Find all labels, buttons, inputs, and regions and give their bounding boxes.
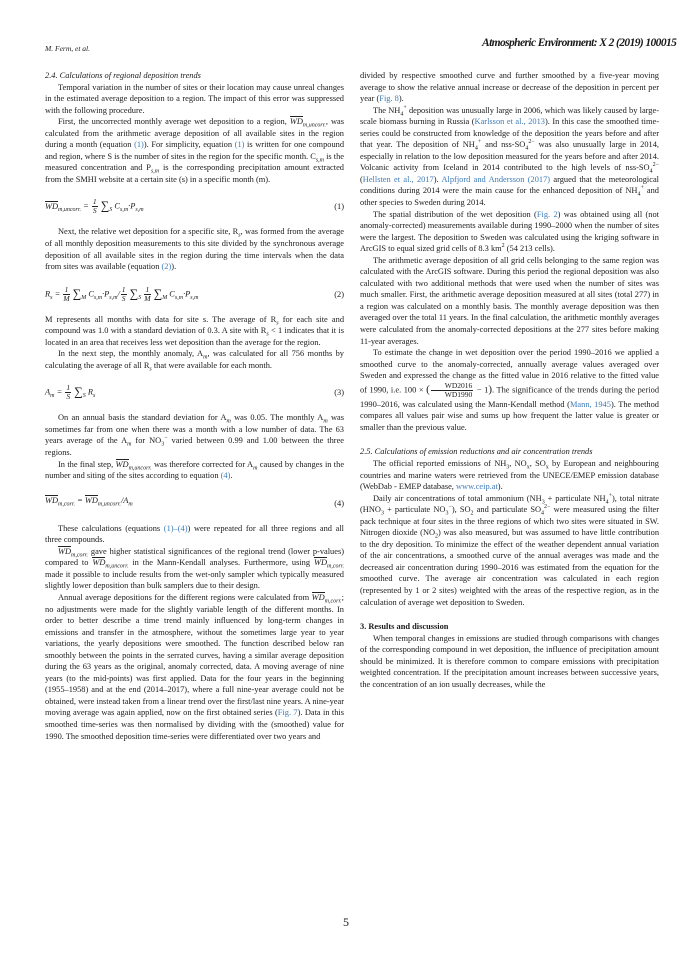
section-heading-3: 3. Results and discussion — [360, 622, 449, 632]
equation-ref[interactable]: (1)–(4) — [163, 523, 188, 533]
equation-3: $A_m$ = $\frac{1}{S}$ $\sum_S$ $R_s$ (3) — [45, 383, 344, 402]
figure-ref[interactable]: Fig. 2 — [536, 209, 558, 219]
equation-ref[interactable]: (1) — [134, 140, 144, 150]
running-header-authors: M. Ferm, et al. — [45, 44, 90, 53]
paragraph: In the final step, $WD_{m,uncorr.}$ was therefore corrected for $A_m$ caused by changes in the number and siting of the sites according to equation (4). — [45, 459, 345, 481]
page-number: 5 — [343, 915, 349, 929]
citation-link[interactable]: Mann, 1945 — [569, 399, 611, 409]
paragraph: First, the uncorrected monthly average wet deposition to a region, $WD_{m,uncorr.}$, was calculated from the arithmetic average deposition of all available sites in the region during a month (equation (1)). For simplicity, equation (1) is written for one compound and region, where S is the number of sites in the region for the specific month. $C_{s,m}$ is the measured concentration and $P_{s,m}$ is the corresponding precipitation amount extracted from the SMHI website at a certain site (s) in a specific month (m). — [45, 117, 345, 184]
citation-link[interactable]: Hellsten et al., 2017 — [362, 174, 434, 184]
paragraph: The $NH_4^+$ deposition was unusually large in 2006, which was likely caused by large-scale biomass burning in Russia (Karlsson et al., 2013). In this case the smoothed time-series could be constructed from knowledge of the deposition the years before and after that year. The deposition of $NH_4^+$ and nss-$SO_4^{2-}$ was also unusually large in 2014, especially in relation to the low deposition measured for the years before and after 2014. Volcanic activity from Iceland in 2014 contributed to the high levels of nss-$SO_4^{2-}$ (Hellsten et al., 2017). Alpfjord and Andersson (2017) argued that the meteorological conditions during 2014 were the main cause for the enhanced deposition of $NH_4^+$ and other species to Sweden during 2014. — [360, 104, 660, 208]
equation-1: $WD_{m,uncorr.}$ = $\frac{1}{S}$ $\sum_S$ $C_{s,m}\cdot P_{s,m}$ (1) — [45, 197, 344, 216]
paragraph: divided by respective smoothed curve and further smoothed by a five-year moving average to show the relative annual increase or decrease of the deposition in percent per year (Fig. 8). — [360, 71, 659, 104]
paragraph: On an annual basis the standard deviation for $A_m$ was 0.05. The monthly $A_m$ was sometimes far from one when there was a month with a low number of data. The 63 years average of the $A_m$ for $NO_3^-$ varied between 0.99 and 1.00 between the three regions. — [45, 413, 345, 458]
equation-2: $R_s$ = $\frac{1}{M}$ $\sum_M$ $C_{s,m}\cdot P_{s,m}/$ $\frac{1}{S}$ $\sum_S$ $\frac{1}{M}$ $\sum_M$ $C_{s,m}\cdot P_{s,m}$ (2) — [45, 284, 344, 303]
paragraph: These calculations (equations (1)–(4)) were repeated for all three regions and all three compounds. — [45, 523, 344, 545]
paragraph: To estimate the change in wet deposition over the period 1990–2016 we applied a smoothed curve to the anomaly-corrected, annually average values averaged over Sweden and expressed the change as the fitted value in 2016 relative to the fitted value of 1990, i.e. 100 × ( $\frac{WD2016}{WD1990}$ − 1). The significance of the trends during the period 1990–2016, was calculated using the Mann-Kendall method (Mann, 1945). The method compares all values pair wise and sums up how frequent the latter value is greater or smaller than the previous value. — [360, 348, 660, 432]
section-heading-2-4: 2.4. Calculations of regional deposition trends — [45, 71, 201, 80]
equation-ref[interactable]: (2) — [161, 262, 172, 272]
ceip-link[interactable]: www.ceip.at — [456, 482, 498, 492]
paragraph: $WD_{m,corr.}$ gave higher statistical significances of the regional trend (lower p-values) compared to $WD_{m,uncorr.}$ in the Mann-Kendall analyses. Furthermore, using $WD_{m,corr.}$ made it possible to include results from the wet-only sampler which typically measured slightly lower deposition than bulk samplers due to their design. — [45, 546, 345, 591]
left-column — [45, 70, 344, 742]
equation-ref[interactable]: (1) — [234, 140, 245, 150]
paragraph: The arithmetic average deposition of all grid cells belonging to the same region was calculated with the ArcGIS software. During this period the regional deposition was also calculated with two additional methods that were used when the number of sites was much smaller. First, the arithmetic average deposition measured at all sites (total 277) in a region was calculated on a monthly basis. The monthly average deposition was then averaged over the total 11 years. In the final calculation, the arithmetic monthly averages were calculated from the anomaly-corrected depositions at the 277 sites before making 11-year averages. — [360, 255, 659, 346]
paragraph: M represents all months with data for site s. The average of $R_s$ for each site and compound was 1.0 with a standard deviation of 0.3. A site with $R_s < 1$ indicates that it is located in an area that receives less wet deposition than the average for the region. — [45, 314, 345, 347]
right-column — [360, 70, 659, 690]
equation-4: $WD_{m,corr.} = WD_{m,uncorr.}/A_m$ (4) — [45, 495, 344, 508]
paragraph: Annual average depositions for the different regions were calculated from $WD_{m,corr.}$; no adjustments were made for the slightly variable length of the different months. In order to better describe a time trend mainly influenced by long-term changes in emissions and transfer in the atmosphere, without the sometimes large year to year variations, the yearly depositions were smoothed. The function described below ran smoothly between the points in the serrated curves, having a similar average deposition during the 63 years as the original, anomaly corrected, data. A moving average of nine years (to the mid-points) was first applied. Data for the four years in the beginning (1955–1958) and at the end (2014–2017), where a full nine-year average could not be obtained, were instead taken from a linear trend over the first/last nine years. A nine-year moving average was again applied, now on the first obtained series (Fig. 7). Data in this smoothed time-series was then normalised by dividing with the (smoothed) value for 1990. The smoothed deposition time-series were differentiated over two years and — [45, 592, 344, 741]
running-header-journal: Atmospheric Environment: X 2 (2019) 100015 — [482, 37, 677, 49]
citation-link[interactable]: Alpfjord and Andersson (2017) — [441, 174, 551, 184]
paragraph: The spatial distribution of the wet deposition (Fig. 2) was obtained using all (not anomaly-corrected) measurements available during 1990–2000 when the number of sites were the largest. The deposition to Sweden was calculated using the kriging software in ArcGIS to equal sized grid cells of 8.3 $km^2$ (54 213 cells). — [360, 209, 659, 254]
paragraph: Daily air concentrations of total ammonium ($NH_3$ + particulate $NH_4^+$), total nitrate ($HNO_3$ + particulate $NO_3^-$), $SO_2$ and particulate $SO_4^{2-}$ were measured using the filter pack technique at four sites in the three regions of which two sites were situated in SW. Nitrogen dioxide $(NO_2)$ was also measured, but was assumed to have little contribution to the dry deposition. To minimize the effect of the weather dependent annual variation of the air concentrations, a smoothed curve of the annual averages was made and the decreased air concentration during 1990–2016 was estimated from the equation for the smoothed curve. The average air concentration was calculated in each region (represented by 1 or 2 sites) weighted with the areas of the respective region, as in the calculation of average wet deposition to Sweden. — [360, 492, 660, 607]
citation-link[interactable]: Karlsson et al., 2013 — [474, 117, 545, 127]
equation-ref[interactable]: (4) — [220, 471, 231, 481]
paragraph: Temporal variation in the number of sites or their location may cause unreal changes in the estimated average deposition to a region. The impact of this error was suppressed with the following procedure. — [45, 82, 344, 115]
section-heading-2-5: 2.5. Calculations of emission reductions and air concentration trends — [360, 447, 593, 457]
trend-fraction: $\frac{WD2016}{WD1990}$ — [431, 382, 474, 399]
paragraph: In the next step, the monthly anomaly, $A_m$, was calculated for all 756 months by calculating the average of all $R_s$ that were available for each month. — [45, 349, 344, 373]
figure-ref[interactable]: Fig. 8 — [379, 94, 399, 104]
paragraph: When temporal changes in emissions are studied through comparisons with changes of the corresponding compound in wet deposition, the influence of precipitation amount should be minimized. It is therefore common to compare emissions with precipitation weighted concentration. If the precipitation amount increases between successive years, the concentration of an ion usually decreases, while the — [360, 633, 659, 689]
figure-ref[interactable]: Fig. 7 — [277, 708, 298, 718]
paragraph: Next, the relative wet deposition for a specific site, $R_s$, was formed from the average of all monthly deposition measurements to this site divided by the synchronous average deposition of all available sites in the region during the time intervals when the data from sites was available (equation (2)). — [45, 227, 344, 272]
paragraph: The official reported emissions of $NH_3$, $NO_x$, $SO_x$ by European and neighbouring countries and marine waters were retrieved from the UNECE/EMEP emission database (WebDab - EMEP database, www.ceip.at). — [360, 458, 659, 492]
